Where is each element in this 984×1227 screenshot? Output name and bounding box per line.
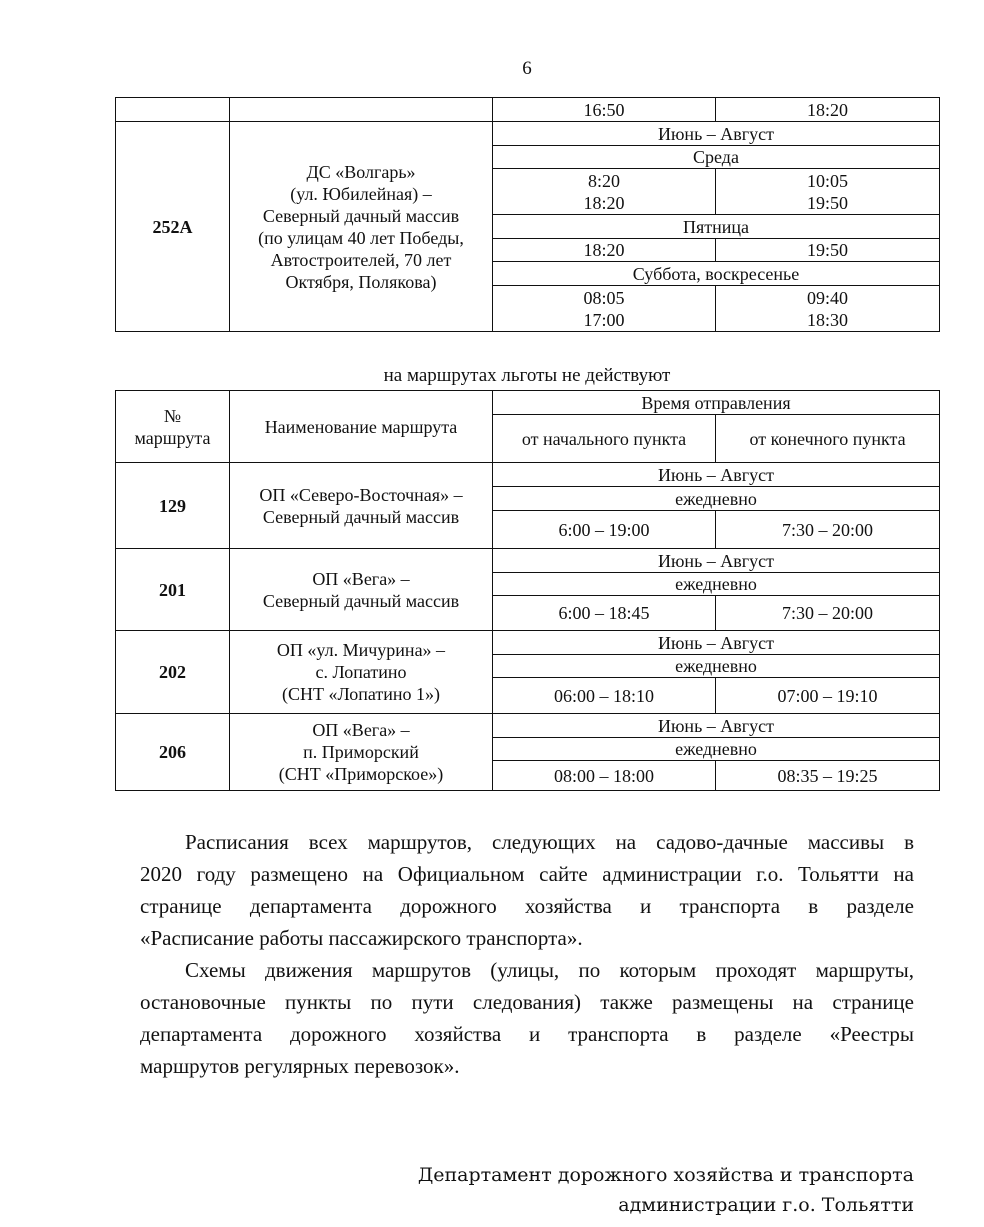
table-row: [116, 714, 940, 738]
route-number: 252А: [116, 122, 230, 332]
signature-block: [418, 1160, 914, 1220]
table-row: [116, 463, 940, 487]
time-from-start: 08:05 17:00: [493, 286, 716, 332]
time-from-start: 18:20: [493, 239, 716, 262]
route-number: 206: [116, 714, 230, 791]
header-route-number: № маршрута: [116, 391, 230, 463]
header-departure-time: Время отправления: [493, 391, 940, 415]
table-row: [116, 631, 940, 655]
table-row: [116, 122, 940, 146]
route-name: ОП «Вега» – Северный дачный массив: [230, 549, 493, 631]
header-from-start: от начального пункта: [493, 415, 716, 463]
period-label: Июнь – Август: [493, 122, 940, 146]
frequency-label: ежедневно: [493, 487, 940, 511]
time-from-end: 18:20: [716, 98, 940, 122]
route-number: 129: [116, 463, 230, 549]
header-row: [116, 391, 940, 415]
time-from-start: 06:00 – 18:10: [493, 678, 716, 714]
frequency-label: ежедневно: [493, 738, 940, 761]
time-from-end: 09:40 18:30: [716, 286, 940, 332]
period-label: Июнь – Август: [493, 631, 940, 655]
route-name: ОП «Вега» – п. Приморский (СНТ «Приморское»): [230, 714, 493, 791]
route-name-cell: [230, 98, 493, 122]
day-label: Среда: [493, 146, 940, 169]
table-caption: на маршрутах льготы не действуют: [383, 365, 671, 386]
day-label: Суббота, воскресенье: [493, 262, 940, 286]
time-from-start: 6:00 – 19:00: [493, 511, 716, 549]
frequency-label: ежедневно: [493, 655, 940, 678]
time-from-end: 19:50: [716, 239, 940, 262]
route-name: ОП «ул. Мичурина» – с. Лопатино (СНТ «Лопатино 1»): [230, 631, 493, 714]
period-label: Июнь – Август: [493, 714, 940, 738]
time-from-end: 07:00 – 19:10: [716, 678, 940, 714]
route-number: 201: [116, 549, 230, 631]
day-label: Пятница: [493, 215, 940, 239]
time-from-start: 08:00 – 18:00: [493, 761, 716, 791]
schedule-table-continued: [115, 97, 940, 332]
signature-administration: администрации г.о. Тольятти: [618, 1194, 914, 1216]
header-from-end: от конечного пункта: [716, 415, 940, 463]
table-row: [116, 549, 940, 573]
time-from-end: 7:30 – 20:00: [716, 511, 940, 549]
paragraph-route-schemes: Схемы движения маршрутов (улицы, по которым проходят маршруты, остановочные пункты по пути следования) также размещены на странице департамента дорожного хозяйства и транспорта в разделе «Реестры маршрутов регулярных перевозок».: [140, 958, 914, 1078]
schedule-table: [115, 390, 940, 791]
time-from-start: 6:00 – 18:45: [493, 596, 716, 631]
route-name: ОП «Северо-Восточная» – Северный дачный массив: [230, 463, 493, 549]
period-label: Июнь – Август: [493, 549, 940, 573]
paragraph-schedules: Расписания всех маршрутов, следующих на садово-дачные массивы в 2020 году размещено на Официальном сайте администрации г.о. Тольятти на странице департамента дорожного хозяйства и транспорта в разделе «Расписание работы пассажирского транспорта».: [140, 830, 914, 950]
frequency-label: ежедневно: [493, 573, 940, 596]
header-route-name: Наименование маршрута: [230, 391, 493, 463]
table-row: [116, 98, 940, 122]
time-from-end: 7:30 – 20:00: [716, 596, 940, 631]
route-number: 202: [116, 631, 230, 714]
time-from-end: 08:35 – 19:25: [716, 761, 940, 791]
time-from-start: 8:20 18:20: [493, 169, 716, 215]
period-label: Июнь – Август: [493, 463, 940, 487]
route-number-cell: [116, 98, 230, 122]
route-name: ДС «Волгарь» (ул. Юбилейная) – Северный дачный массив (по улицам 40 лет Победы, Автостроителей, 70 лет Октября, Полякова): [230, 122, 493, 332]
page-number: 6: [522, 58, 532, 79]
time-from-start: 16:50: [493, 98, 716, 122]
signature-department: Департамент дорожного хозяйства и транспорта: [417, 1164, 914, 1186]
time-from-end: 10:05 19:50: [716, 169, 940, 215]
